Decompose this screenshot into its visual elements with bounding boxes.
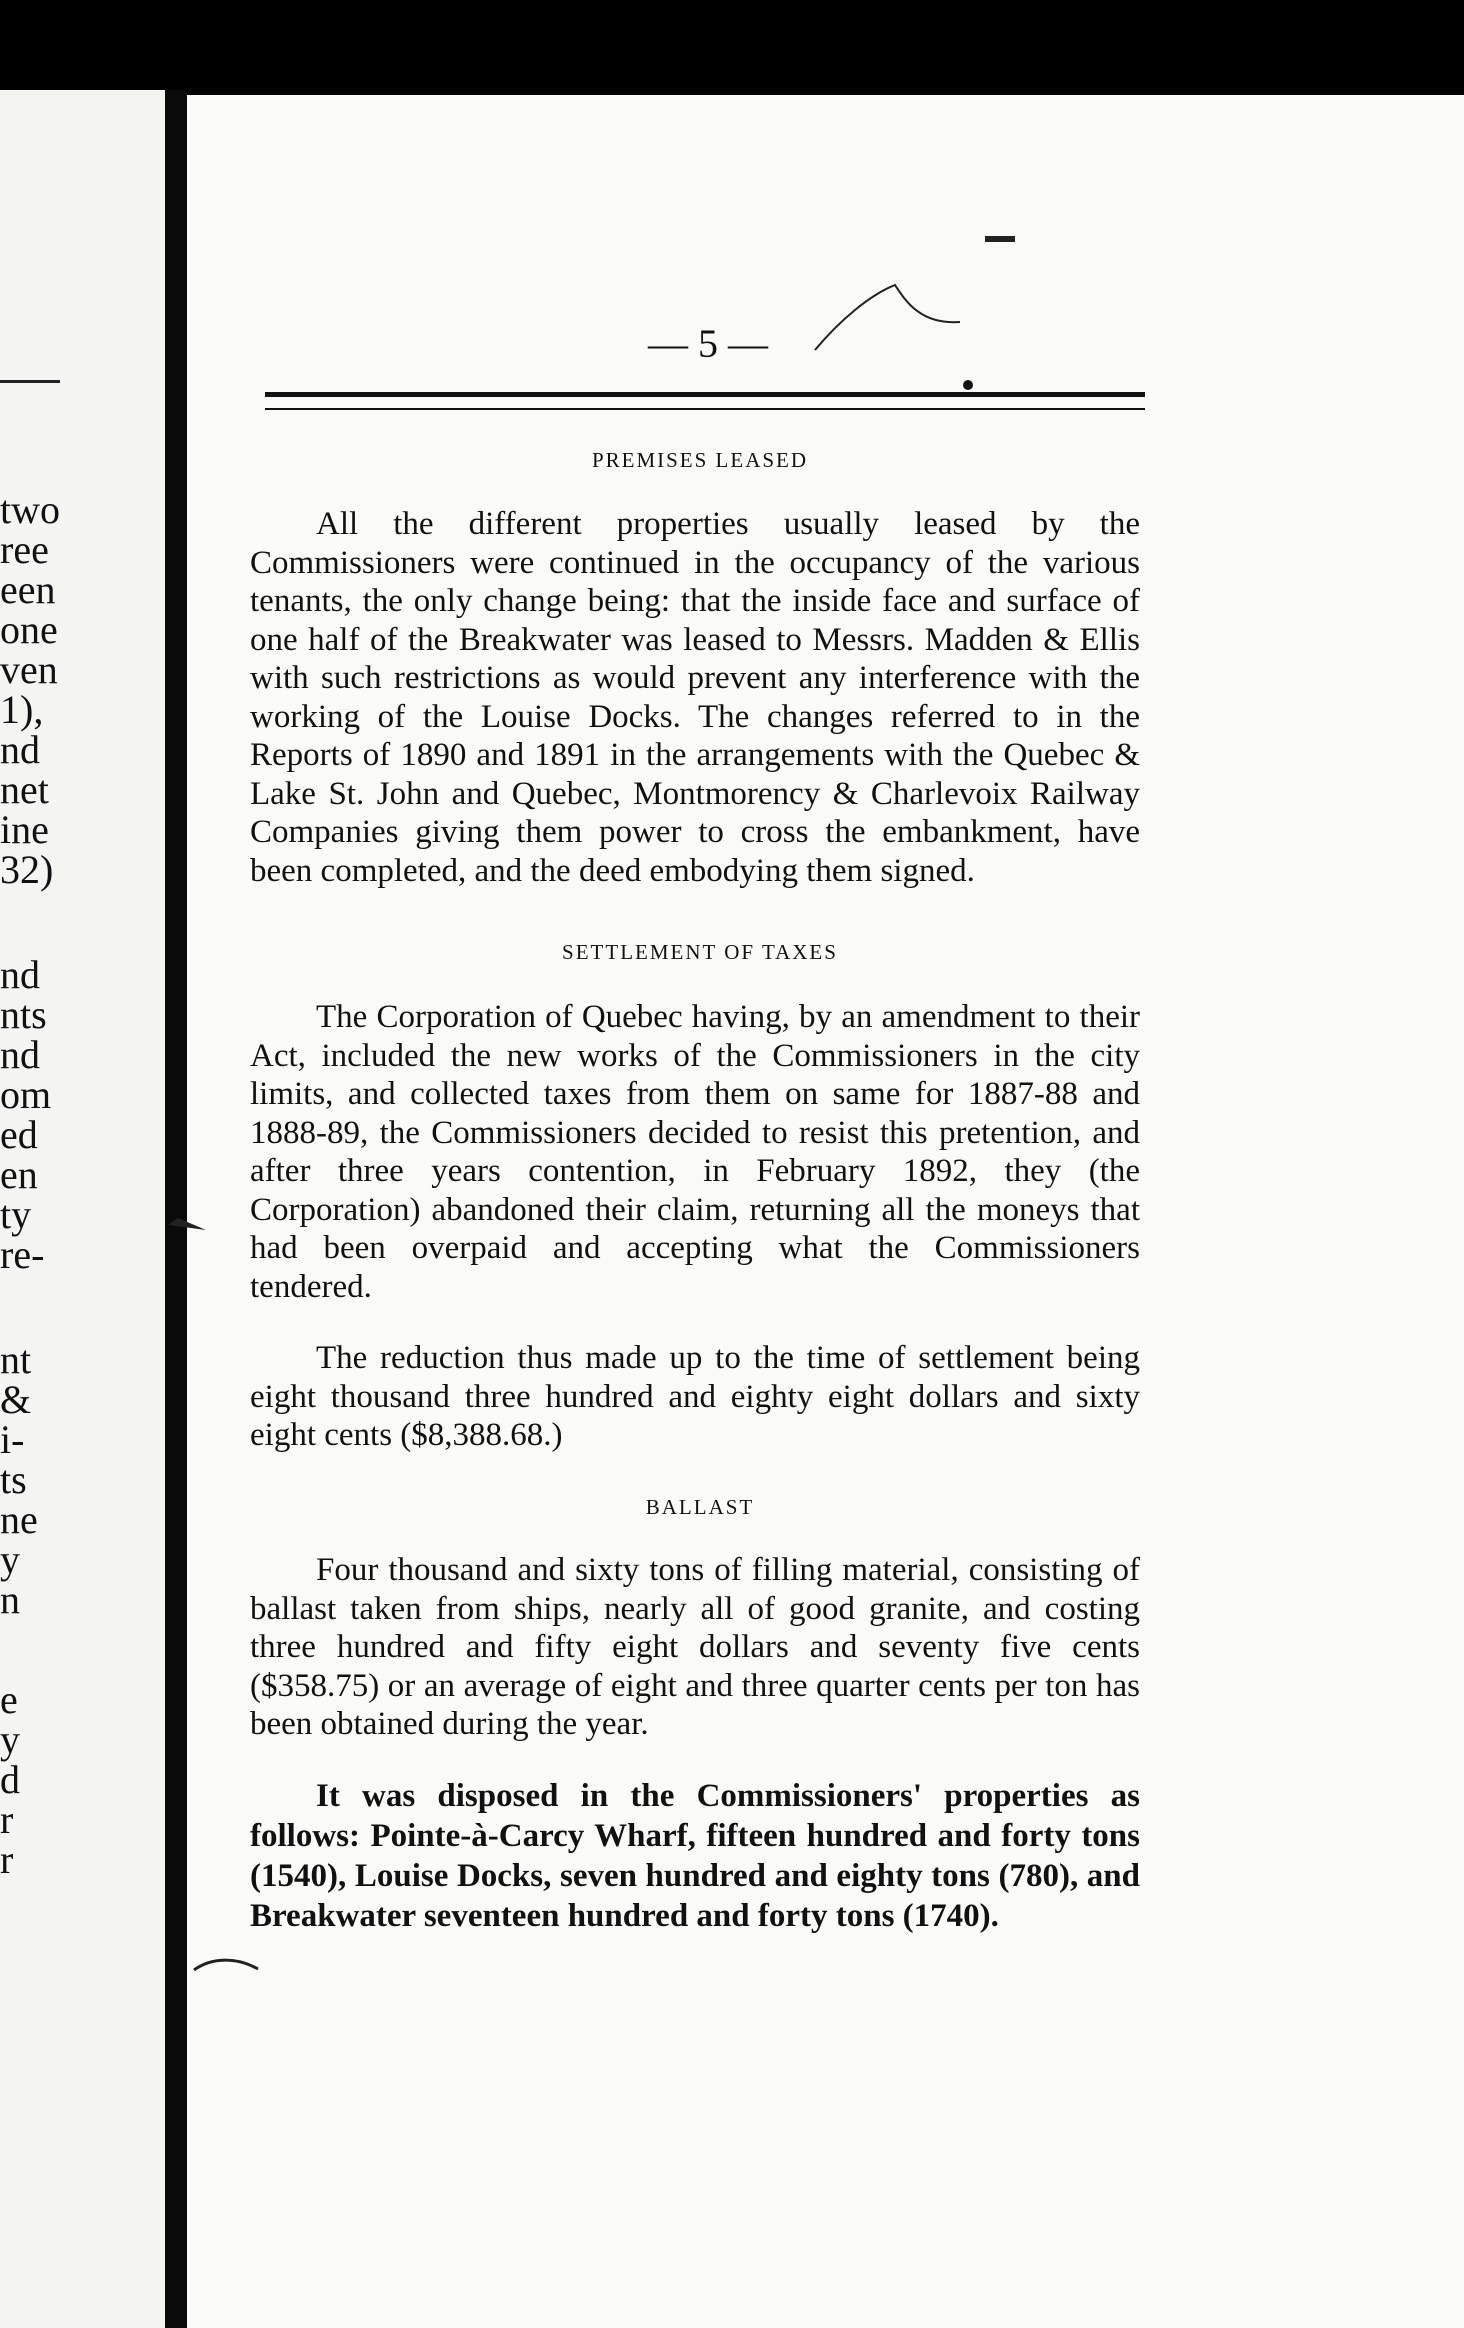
paragraph-ballast: Four thousand and sixty tons of filling material, consisting of ballast taken from ships, nearly all of good granite, and costing three hundred and fifty eight dollars and seventy five cents ($358.75) or an average of eight and three quarter cents per ton has been obtained during the year. <box>250 1552 1140 1742</box>
left-fragment: & <box>0 1377 32 1422</box>
left-fragment: d <box>0 1757 20 1802</box>
left-fragment: 32) <box>0 847 54 892</box>
left-fragment: ne <box>0 1497 38 1542</box>
left-fragment: e <box>0 1677 18 1722</box>
left-fragment: nd <box>0 727 40 772</box>
left-fragment: nd <box>0 1032 40 1077</box>
left-rule <box>0 380 60 383</box>
pencil-scribble <box>810 280 970 360</box>
left-fragment: i- <box>0 1417 25 1462</box>
left-fragment: ree <box>0 527 49 572</box>
paragraph-settlement-of-taxes: The Corporation of Quebec having, by an amendment to their Act, included the new works of the Commissioners in the city limits, and collected taxes from them on same for 1887-88 and 1888-89, the Commissioners decided to resist this pretention, and after three years contention, in February 1892, they (the Corporation) abandoned their claim, returning all the moneys that had been overpaid and accepting what the Commissioners tendered. <box>250 999 1140 1305</box>
header-rule-thin <box>265 408 1145 410</box>
header-rule-thick <box>265 392 1145 397</box>
ink-mark <box>985 236 1015 242</box>
left-fragment: net <box>0 767 49 812</box>
left-fragment: nd <box>0 952 40 997</box>
ink-stroke <box>192 1955 262 1975</box>
left-fragment: two <box>0 487 60 532</box>
ink-smudge <box>168 1210 208 1240</box>
left-fragment: re- <box>0 1232 45 1277</box>
left-fragment: ven <box>0 647 58 692</box>
left-fragment: n <box>0 1577 20 1622</box>
left-fragment: nts <box>0 992 47 1037</box>
section-heading-premises-leased: PREMISES LEASED <box>591 448 809 472</box>
left-fragment: y <box>0 1717 20 1762</box>
left-fragment: ty <box>0 1192 32 1237</box>
left-fragment: en <box>0 1152 38 1197</box>
left-fragment: 1), <box>0 687 44 732</box>
ink-dot <box>963 380 973 390</box>
paragraph-premises-leased: All the different properties usually leased by the Commissioners were continued in the occupancy of the various tenants, the only change being: that the inside face and surface of one half of the Breakwater was leased to Messrs. Madden & Ellis with such restrictions as would prevent any interference with the working of the Louise Docks. The changes referred to in the Reports of 1890 and 1891 in the arrangements with the Quebec & Lake St. John and Quebec, Montmorency & Charlevoix Railway Companies giving them power to cross the embankment, have been completed, and the deed embodying them signed. <box>250 506 1140 889</box>
section-heading-ballast: BALLAST <box>645 1495 755 1519</box>
left-fragment: om <box>0 1072 52 1117</box>
page-number: — 5 — <box>648 321 768 366</box>
left-fragment: nt <box>0 1337 32 1382</box>
section-heading-settlement-of-taxes: SETTLEMENT OF TAXES <box>562 940 838 964</box>
left-fragment: r <box>0 1837 14 1882</box>
paragraph-reduction: The reduction thus made up to the time of settlement being eight thousand three hundred and eighty eight dollars and sixty eight cents ($8,388.68.) <box>250 1340 1140 1453</box>
left-fragment: r <box>0 1797 14 1842</box>
left-fragment: one <box>0 607 58 652</box>
paragraph-ballast-disposal: It was disposed in the Commissioners' properties as follows: Pointe-à-Carcy Wharf, fifteen hundred and forty tons (1540), Louise Docks, seven hundred and eighty tons (780), and Breakwater seventeen hundred and forty tons (1740). <box>250 1778 1140 1934</box>
left-fragment: ed <box>0 1112 38 1157</box>
left-fragment: een <box>0 567 56 612</box>
left-fragment: ts <box>0 1457 27 1502</box>
book-gutter <box>165 90 187 2328</box>
left-fragment: ine <box>0 807 49 852</box>
left-fragment: y <box>0 1537 20 1582</box>
